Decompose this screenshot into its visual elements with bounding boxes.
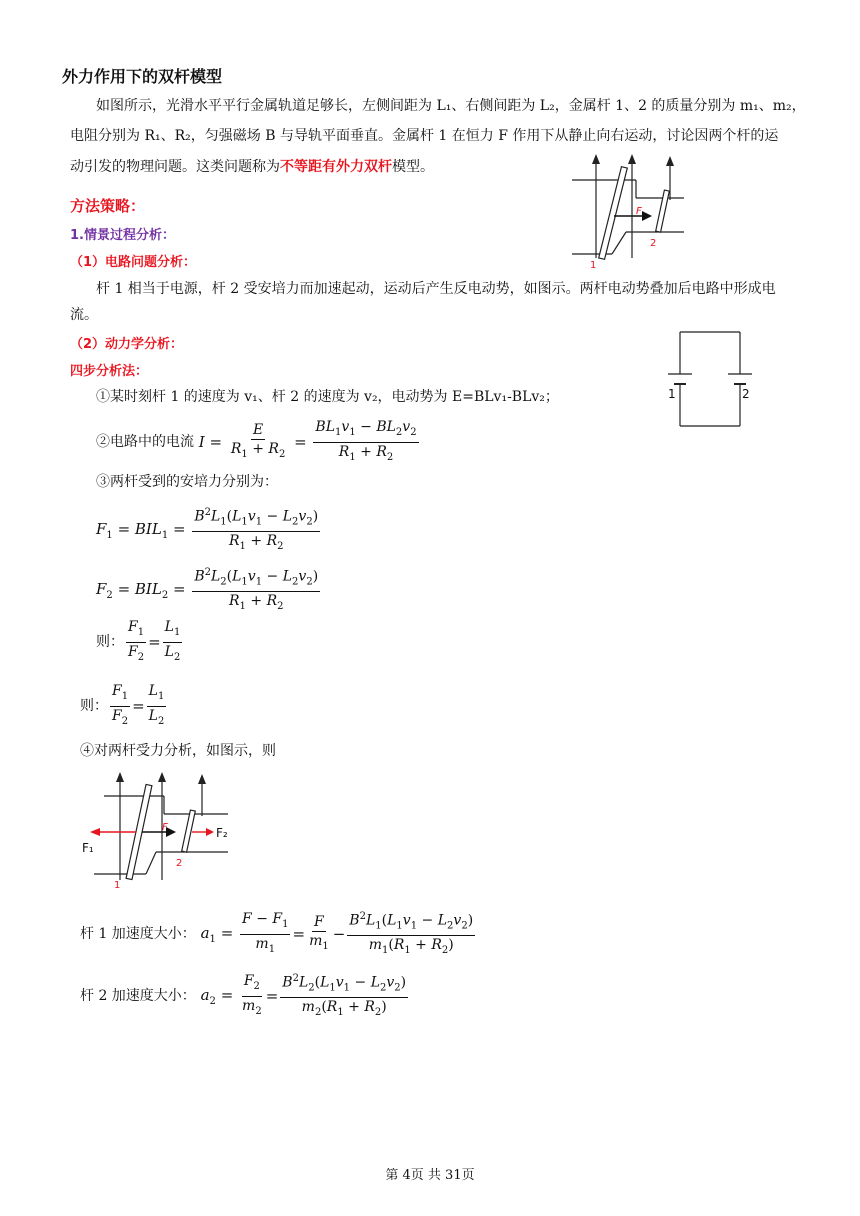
- force-rod-2-label: 2: [176, 858, 183, 869]
- step-2-current-formula: ②电路中的电流 I = $\frac{E}{R_1 + R_2}$ = $\frac{BL_1v_1 - BL_2v_2}{R_1 + R_2}$: [96, 418, 421, 467]
- ratio-1-label: 则：: [96, 634, 124, 651]
- intro-line-3: [70, 157, 434, 177]
- page-title: 外力作用下的双杆模型: [62, 67, 223, 86]
- current-fraction-2: $\frac{BL_1v_1 - BL_2v_2}{R_1 + R_2}$: [315, 419, 417, 463]
- rod-2: [656, 190, 670, 232]
- force-formula-f1: $F_1 = BIL_1$ = $\frac{B^2L_1(L_1v_1 - L_2v_2)}{R_1 + R_2}$: [96, 504, 322, 556]
- intro-line-3-prefix: 动引发的物理问题。这类问题称为: [70, 159, 280, 175]
- battery-2-label: 2: [742, 387, 750, 401]
- force-rod-1-label: 1: [114, 880, 121, 891]
- force-F1-label: F₁: [82, 841, 94, 855]
- step-2-label: ②电路中的电流: [96, 434, 194, 451]
- step-1: ①某时刻杆 1 的速度为 v₁、杆 2 的速度为 v₂，电动势为 E=BLv₁-BLv₂；: [96, 389, 559, 405]
- battery-1-label: 1: [668, 387, 676, 401]
- force-F-label: F: [162, 822, 168, 833]
- heading-method: 方法策略：: [70, 197, 146, 215]
- force-analysis-diagram: [80, 770, 240, 892]
- acceleration-1-formula: 杆 1 加速度大小： $a_1$ = $\frac{F - F_1}{m_1}$ = $\frac{F}{m_1}$ − $\frac{B^2L_1(L_1v_1 - L_2v_2)}{m_1(R_1 + R_2)}$: [80, 908, 477, 960]
- force-ratio-2: 则： $\frac{F_1}{F_2}$ = $\frac{L_1}{L_2}$: [80, 683, 165, 727]
- rod-1-label: 1: [590, 260, 597, 271]
- current-fraction-1: $\frac{E}{R_1 + R_2}$: [230, 421, 286, 460]
- circuit-diagram: [664, 326, 764, 432]
- intro-line-2: 电阻分别为 R₁、R₂，匀强磁场 B 与导轨平面垂直。金属杆 1 在恒力 F 作用下从静止向右运动，讨论因两个杆的运: [70, 128, 779, 144]
- force-F2-label: F₂: [216, 826, 228, 840]
- step-3: ③两杆受到的安培力分别为：: [96, 474, 278, 490]
- rails-diagram: [566, 150, 706, 272]
- intro-line-3-suffix: 模型。: [392, 159, 434, 175]
- step-4: ④对两杆受力分析，如图示，则: [80, 743, 276, 759]
- acceleration-2-formula: 杆 2 加速度大小： $a_2$ = $\frac{F_2}{m_2}$ = $\frac{B^2L_2(L_1v_1 - L_2v_2)}{m_2(R_1 + R_2)}$: [80, 970, 410, 1022]
- heading-scene: 1.情景过程分析：: [70, 228, 175, 243]
- force-ratio-1: 则： $\frac{F_1}{F_2}$ = $\frac{L_1}{L_2}$: [96, 619, 181, 663]
- heading-dynamics: （2）动力学分析：: [70, 337, 184, 352]
- intro-line-1: 如图所示，光滑水平平行金属轨道足够长，左侧间距为 L₁、右侧间距为 L₂，金属杆 1、2 的质量分别为 m₁、m₂，: [96, 98, 806, 114]
- force-formula-f2: $F_2 = BIL_2$ = $\frac{B^2L_2(L_1v_1 - L_2v_2)}{R_1 + R_2}$: [96, 564, 322, 616]
- force-label: F: [636, 206, 642, 217]
- heading-circuit: （1）电路问题分析：: [70, 255, 197, 270]
- force-rod-2: [182, 810, 196, 852]
- circuit-line-1: 杆 1 相当于电源，杆 2 受安培力而加速起动，运动后产生反电动势，如图示。两杆电动势叠加后电路中形成电: [96, 281, 776, 297]
- acceleration-2-label: 杆 2 加速度大小：: [80, 988, 196, 1005]
- page-footer: 第 4页 共 31页: [385, 1168, 475, 1183]
- circuit-line-2: 流。: [70, 307, 98, 323]
- model-name-highlight: 不等距有外力双杆: [280, 159, 392, 175]
- rod-2-label: 2: [650, 238, 657, 249]
- eq-current: I =: [198, 433, 227, 452]
- heading-four-steps: 四步分析法：: [70, 364, 149, 379]
- ratio-2-label: 则：: [80, 698, 108, 715]
- acceleration-1-label: 杆 1 加速度大小：: [80, 926, 196, 943]
